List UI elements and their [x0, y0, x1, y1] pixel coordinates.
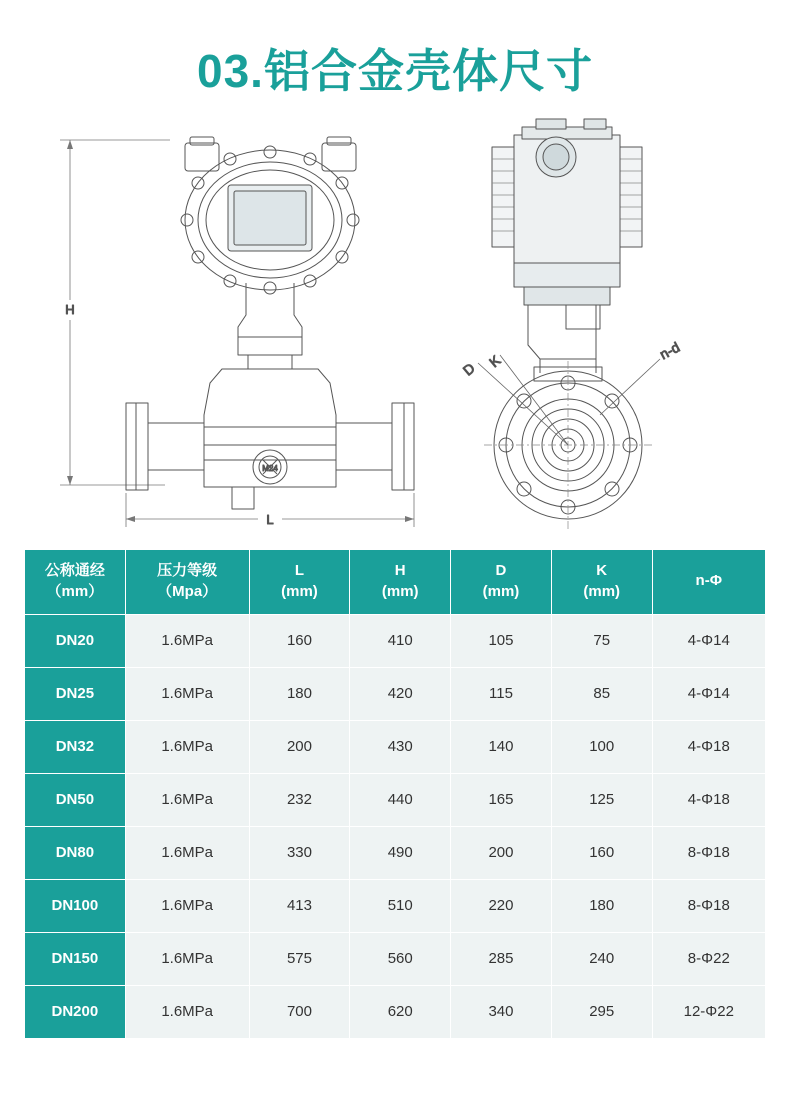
cell-l: 160 [249, 614, 350, 667]
cell-l: 180 [249, 667, 350, 720]
leader-lines [478, 355, 660, 445]
left-flange [126, 403, 204, 490]
front-view-neck [528, 305, 602, 381]
cell-d: 340 [451, 985, 552, 1038]
header-n-phi [652, 549, 765, 614]
table-header-row [25, 549, 766, 614]
front-view-housing [492, 119, 642, 329]
spec-table-wrapper [0, 549, 790, 1039]
header-line2: (mm) [583, 582, 621, 600]
cell-l: 700 [249, 985, 350, 1038]
table-row [25, 614, 766, 667]
cell-h: 420 [350, 667, 451, 720]
cell-l: 200 [249, 720, 350, 773]
cell-dn: DN32 [25, 720, 126, 773]
cell-h: 560 [350, 932, 451, 985]
cell-l: 413 [249, 879, 350, 932]
table-row [25, 932, 766, 985]
cell-k: 125 [551, 773, 652, 826]
cell-nd: 4-Φ14 [652, 614, 765, 667]
cell-pressure: 1.6MPa [125, 826, 249, 879]
cell-pressure: 1.6MPa [125, 879, 249, 932]
cell-h: 620 [350, 985, 451, 1038]
cell-dn: DN25 [25, 667, 126, 720]
cell-d: 140 [451, 720, 552, 773]
cell-dn: DN20 [25, 614, 126, 667]
cell-nd: 8-Φ22 [652, 932, 765, 985]
spec-table [24, 549, 766, 1039]
cell-dn: DN100 [25, 879, 126, 932]
cell-nd: 4-Φ18 [652, 773, 765, 826]
label-M24: M24 [262, 463, 278, 473]
header-line2: (mm) [281, 582, 318, 600]
cell-pressure: 1.6MPa [125, 985, 249, 1038]
header-pressure-rating [125, 549, 249, 614]
header-line2: （Mpa） [157, 582, 218, 600]
cell-h: 410 [350, 614, 451, 667]
cell-pressure: 1.6MPa [125, 773, 249, 826]
label-K: K [486, 351, 504, 370]
cell-nd: 12-Φ22 [652, 985, 765, 1038]
header-line2: (mm) [381, 582, 419, 600]
label-H: H [65, 301, 75, 317]
header-line1: n-Φ [695, 572, 723, 590]
header-line1: K [596, 562, 608, 580]
page-title: 03.铝合金壳体尺寸 [197, 45, 593, 97]
cell-k: 240 [551, 932, 652, 985]
cell-nd: 4-Φ14 [652, 667, 765, 720]
cell-h: 490 [350, 826, 451, 879]
table-row [25, 773, 766, 826]
table-row [25, 826, 766, 879]
header-line2: (mm) [482, 582, 520, 600]
header-line1: 压力等级 [157, 562, 218, 580]
table-row [25, 985, 766, 1038]
header-line1: H [394, 562, 406, 580]
cell-d: 285 [451, 932, 552, 985]
cell-d: 220 [451, 879, 552, 932]
drawing-svg [0, 115, 790, 535]
cell-d: 200 [451, 826, 552, 879]
cell-h: 430 [350, 720, 451, 773]
cell-k: 85 [551, 667, 652, 720]
cell-nd: 8-Φ18 [652, 879, 765, 932]
label-n-d: n-d [656, 338, 683, 362]
technical-drawings [0, 115, 790, 535]
transmitter-housing [181, 137, 359, 294]
cell-nd: 8-Φ18 [652, 826, 765, 879]
cell-k: 75 [551, 614, 652, 667]
header-D [451, 549, 552, 614]
cell-pressure: 1.6MPa [125, 667, 249, 720]
cell-l: 232 [249, 773, 350, 826]
cell-k: 180 [551, 879, 652, 932]
cell-dn: DN50 [25, 773, 126, 826]
meter-body [204, 369, 336, 509]
cell-pressure: 1.6MPa [125, 720, 249, 773]
header-line1: L [294, 562, 305, 580]
dimension-height [60, 140, 170, 485]
cell-nd: 4-Φ18 [652, 720, 765, 773]
cell-pressure: 1.6MPa [125, 614, 249, 667]
cell-d: 165 [451, 773, 552, 826]
header-line1: 公称通经 [44, 562, 105, 580]
cell-dn: DN150 [25, 932, 126, 985]
table-row [25, 667, 766, 720]
header-L [249, 549, 350, 614]
cell-l: 575 [249, 932, 350, 985]
cell-dn: DN200 [25, 985, 126, 1038]
right-flange [336, 403, 414, 490]
cell-h: 510 [350, 879, 451, 932]
header-line1: D [495, 562, 507, 580]
label-D: D [459, 359, 478, 379]
cell-k: 100 [551, 720, 652, 773]
header-H [350, 549, 451, 614]
cell-d: 105 [451, 614, 552, 667]
label-L: L [266, 511, 274, 527]
cell-dn: DN80 [25, 826, 126, 879]
header-line2: （mm） [46, 582, 104, 600]
cell-h: 440 [350, 773, 451, 826]
cell-k: 160 [551, 826, 652, 879]
cell-pressure: 1.6MPa [125, 932, 249, 985]
table-row [25, 720, 766, 773]
cell-l: 330 [249, 826, 350, 879]
cell-k: 295 [551, 985, 652, 1038]
table-row [25, 879, 766, 932]
header-nominal-diameter [25, 549, 126, 614]
transmitter-neck [238, 283, 302, 369]
header-K [551, 549, 652, 614]
cell-d: 115 [451, 667, 552, 720]
